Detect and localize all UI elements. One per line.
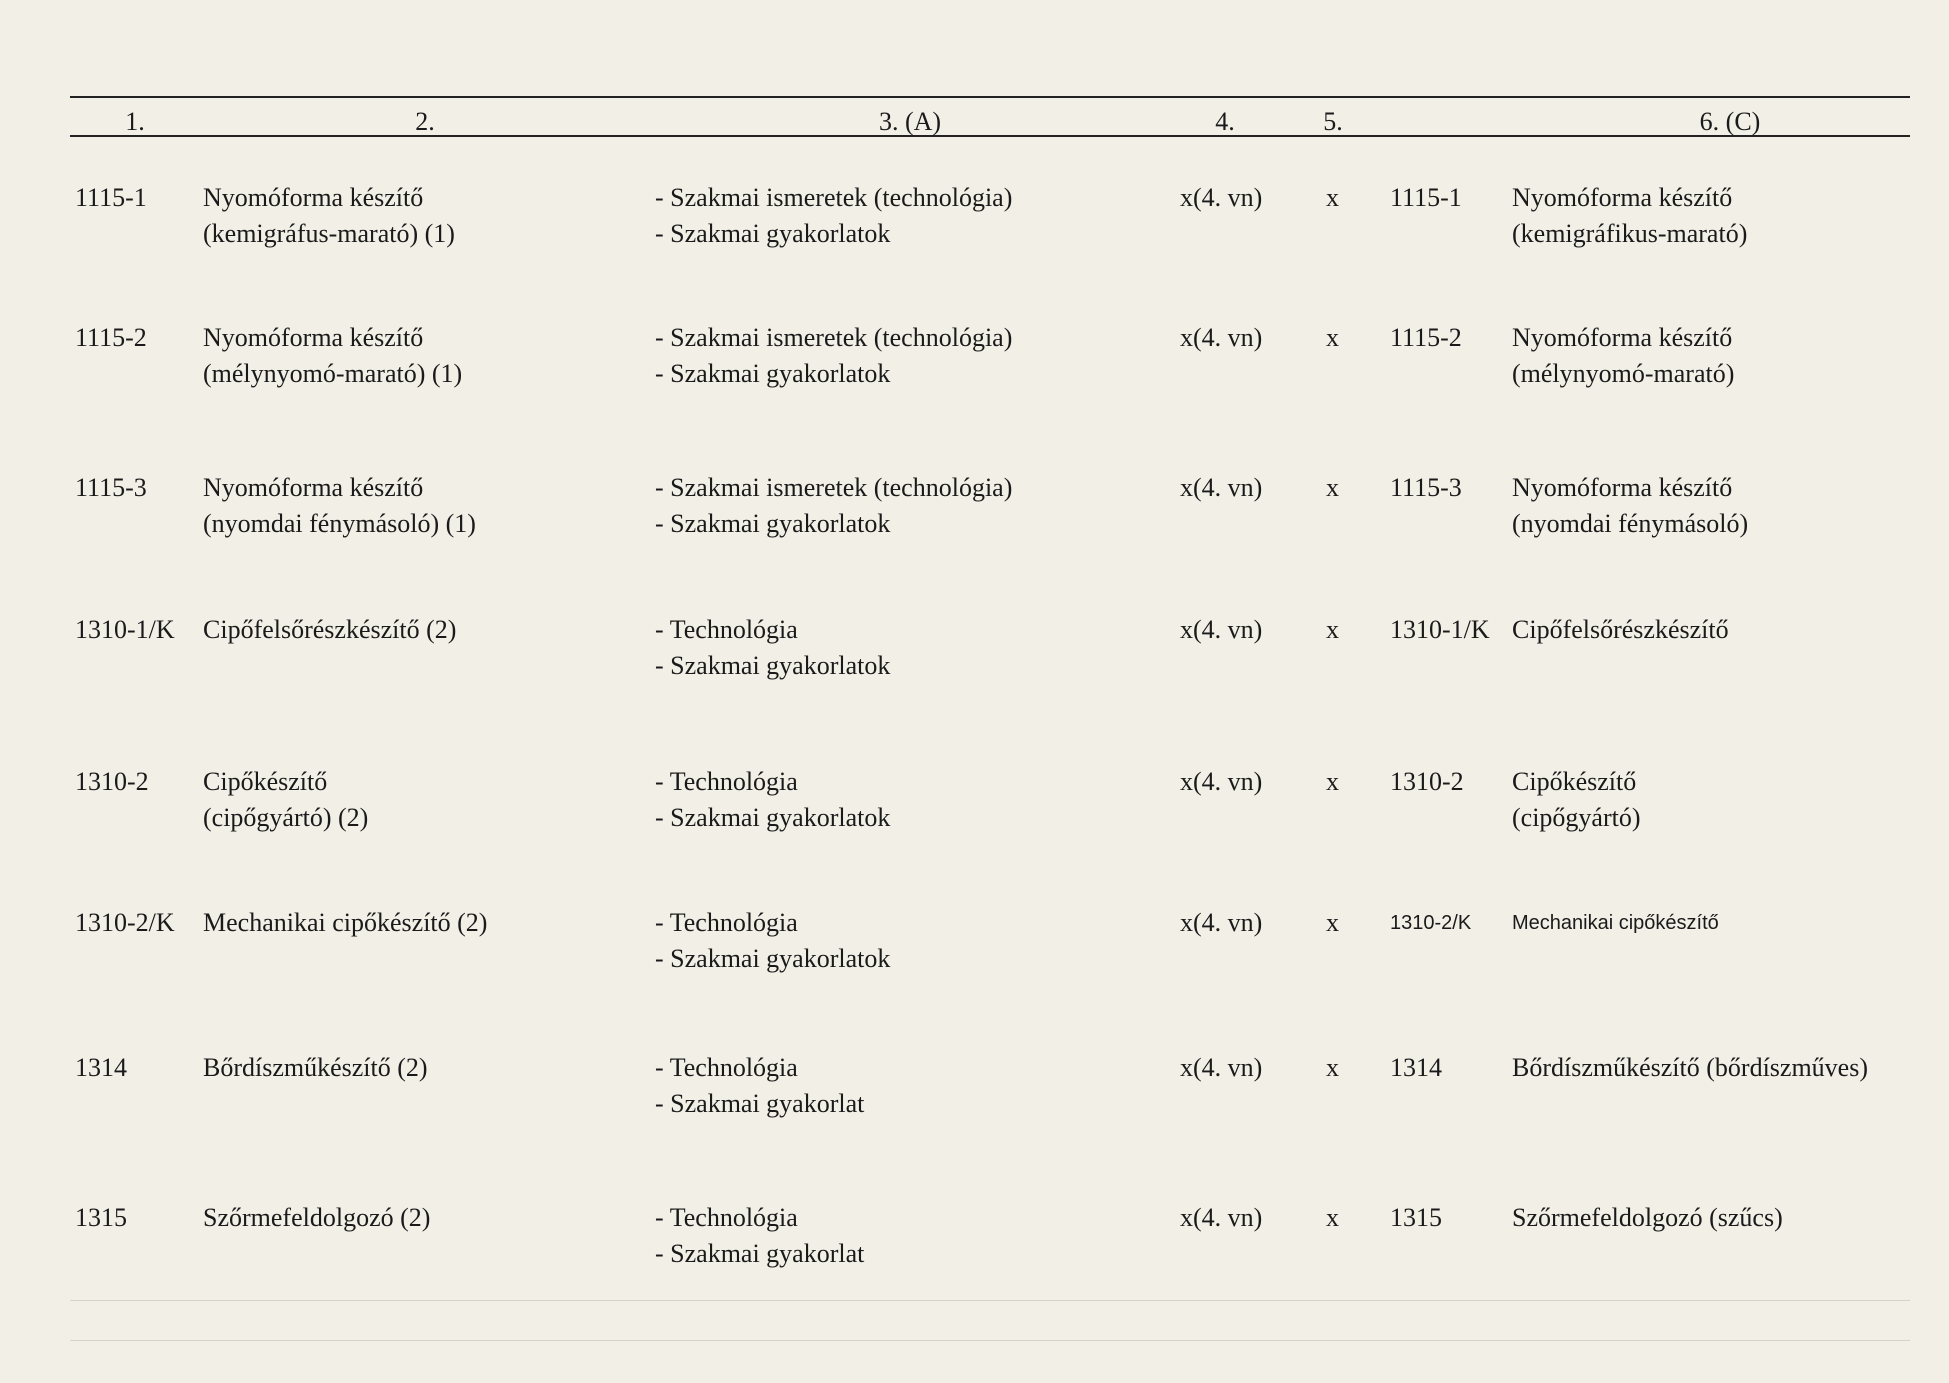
cell-name: Bőrdíszműkészítő (2): [203, 1053, 428, 1082]
cell-name: Cipőkészítő: [203, 767, 328, 796]
cell-name: Cipőfelsőrészkészítő (2): [203, 615, 457, 644]
cell-level: x(4. vn): [1180, 473, 1263, 502]
cell-level: x(4. vn): [1180, 183, 1263, 212]
cell-code: 1314: [75, 1053, 127, 1082]
cell-code-c: 1115-2: [1390, 323, 1462, 352]
cell-level: x(4. vn): [1180, 1203, 1263, 1232]
cell-level: x(4. vn): [1180, 615, 1263, 644]
cell-subjects: - Technológia: [655, 1203, 798, 1232]
cell-mark: x: [1326, 615, 1339, 644]
cell-mark: x: [1326, 767, 1339, 796]
header-col3: 3. (A): [878, 107, 942, 136]
table-header-rule: [70, 135, 1910, 137]
cell-subjects: - Technológia: [655, 615, 798, 644]
header-col2: 2.: [415, 107, 435, 136]
cell-name: Nyomóforma készítő: [203, 323, 424, 352]
cell-subjects: - Szakmai gyakorlatok: [655, 944, 891, 973]
cell-code-c: 1115-3: [1390, 473, 1462, 502]
cell-name: Nyomóforma készítő: [203, 473, 424, 502]
cell-subjects: - Technológia: [655, 1053, 798, 1082]
cell-code: 1115-2: [75, 323, 147, 352]
cell-mark: x: [1326, 1053, 1339, 1082]
header-col1: 1.: [125, 107, 145, 136]
cell-name-c: (nyomdai fénymásoló): [1512, 509, 1749, 538]
cell-code-c: 1115-1: [1390, 183, 1462, 212]
header-col4: 4.: [1215, 107, 1235, 136]
cell-subjects: - Szakmai gyakorlatok: [655, 651, 891, 680]
cell-name: Szőrmefeldolgozó (2): [203, 1203, 431, 1232]
cell-code-c: 1315: [1390, 1203, 1442, 1232]
cell-name-c: Cipőkészítő: [1512, 767, 1637, 796]
cell-level: x(4. vn): [1180, 767, 1263, 796]
cell-name: (kemigráfus-marató) (1): [203, 219, 455, 248]
bleed-through-line: [70, 1340, 1910, 1341]
cell-level: x(4. vn): [1180, 323, 1263, 352]
cell-name-c: Bőrdíszműkészítő (bőrdíszműves): [1512, 1053, 1868, 1082]
cell-code-c: 1310-1/K: [1390, 615, 1490, 644]
cell-subjects: - Szakmai gyakorlat: [655, 1239, 865, 1268]
cell-subjects: - Szakmai gyakorlatok: [655, 803, 891, 832]
cell-name-c: Szőrmefeldolgozó (szűcs): [1512, 1203, 1783, 1232]
cell-subjects: - Technológia: [655, 767, 798, 796]
table-top-rule: [70, 96, 1910, 98]
cell-code-c: 1310-2: [1390, 767, 1464, 796]
cell-name-c: Cipőfelsőrészkészítő: [1512, 615, 1729, 644]
cell-code-c: 1314: [1390, 1053, 1442, 1082]
cell-code-c: 1310-2/K: [1390, 912, 1472, 934]
cell-mark: x: [1326, 183, 1339, 212]
cell-subjects: - Szakmai ismeretek (technológia): [655, 473, 1013, 502]
cell-code: 1315: [75, 1203, 127, 1232]
cell-subjects: - Szakmai gyakorlatok: [655, 509, 891, 538]
cell-subjects: - Szakmai gyakorlatok: [655, 219, 891, 248]
cell-mark: x: [1326, 323, 1339, 352]
cell-name-c: Nyomóforma készítő: [1512, 473, 1733, 502]
cell-code: 1115-3: [75, 473, 147, 502]
cell-subjects: - Szakmai ismeretek (technológia): [655, 183, 1013, 212]
cell-code: 1310-1/K: [75, 615, 175, 644]
cell-name-c: (cipőgyártó): [1512, 803, 1641, 832]
cell-level: x(4. vn): [1180, 1053, 1263, 1082]
cell-name: Mechanikai cipőkészítő (2): [203, 908, 488, 937]
cell-name-c: (kemigráfikus-marató): [1512, 219, 1748, 248]
header-col6: 6. (C): [1699, 107, 1761, 136]
cell-name: (nyomdai fénymásoló) (1): [203, 509, 476, 538]
cell-subjects: - Szakmai gyakorlatok: [655, 359, 891, 388]
cell-name-c: Mechanikai cipőkészítő: [1512, 912, 1719, 934]
cell-name-c: (mélynyomó-marató): [1512, 359, 1735, 388]
cell-code: 1310-2: [75, 767, 149, 796]
cell-name: (mélynyomó-marató) (1): [203, 359, 463, 388]
cell-code: 1310-2/K: [75, 908, 175, 937]
cell-code: 1115-1: [75, 183, 147, 212]
cell-name: Nyomóforma készítő: [203, 183, 424, 212]
header-col5: 5.: [1323, 107, 1343, 136]
bleed-through-line: [70, 1300, 1910, 1301]
cell-level: x(4. vn): [1180, 908, 1263, 937]
cell-mark: x: [1326, 473, 1339, 502]
cell-subjects: - Szakmai ismeretek (technológia): [655, 323, 1013, 352]
cell-subjects: - Szakmai gyakorlat: [655, 1089, 865, 1118]
cell-name-c: Nyomóforma készítő: [1512, 323, 1733, 352]
cell-name: (cipőgyártó) (2): [203, 803, 369, 832]
cell-mark: x: [1326, 1203, 1339, 1232]
cell-name-c: Nyomóforma készítő: [1512, 183, 1733, 212]
cell-mark: x: [1326, 908, 1339, 937]
cell-subjects: - Technológia: [655, 908, 798, 937]
